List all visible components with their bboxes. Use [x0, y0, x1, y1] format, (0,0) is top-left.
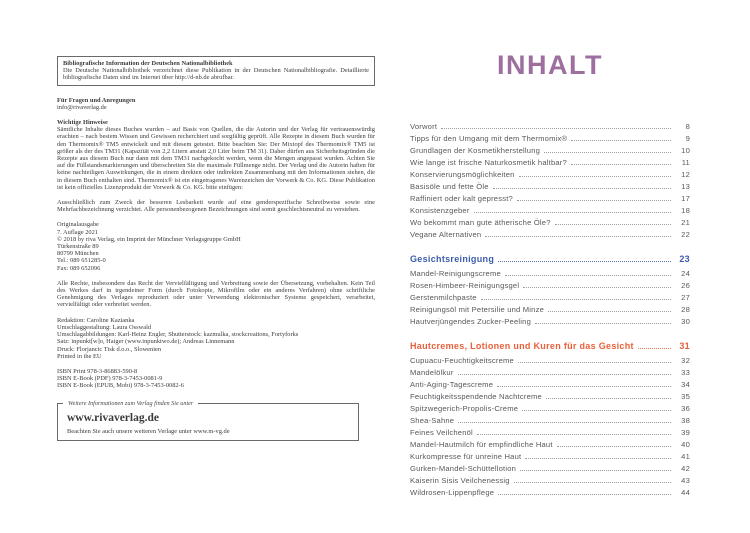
toc-entry-label: Grundlagen der Kosmetikherstellung	[410, 146, 541, 155]
toc-dotted-leader	[498, 261, 671, 262]
bibliographic-info-box	[57, 56, 375, 86]
toc-page-number: 30	[681, 317, 690, 326]
toc-page-number: 40	[681, 440, 690, 449]
toc-page-number: 12	[681, 170, 690, 179]
contact-block	[57, 97, 375, 111]
toc-section	[410, 250, 690, 326]
toc-entry-label: Kaiserin Sisis Veilchenessig	[410, 476, 510, 485]
toc-entry-row	[410, 389, 690, 401]
publisher-box	[57, 399, 359, 441]
toc-dotted-leader	[474, 212, 671, 213]
toc-page-number: 27	[681, 293, 690, 302]
toc-entry-label: Vegane Alternativen	[410, 230, 482, 239]
toc-page-number: 11	[681, 158, 690, 167]
text-line: Druck: Florjancic Tisk d.o.o., Slowenien	[57, 345, 162, 353]
toc-page-number: 42	[681, 464, 690, 473]
publisher-box-note: Weitere Informationen zum Verlag finden Sie unter	[63, 400, 198, 407]
toc-section-heading	[410, 337, 690, 351]
notes-heading: Wichtige Hinweise	[57, 119, 108, 127]
toc-entry-row	[410, 302, 690, 314]
toc-entry-label: Gesichtsreinigung	[410, 254, 495, 264]
text-line: ISBN E-Book (PDF) 978-3-7453-0081-9	[57, 375, 163, 383]
toc-entry-label: Cupuacu-Feuchtigkeitscreme	[410, 356, 514, 365]
toc-entry-label: Gerstenmilchpaste	[410, 293, 477, 302]
toc-entry-label: Feuchtigkeitsspendende Nachtcreme	[410, 392, 542, 401]
toc-entry-label: Wildrosen-Lippenpflege	[410, 488, 495, 497]
text-line: 7. Auflage 2021	[57, 228, 98, 236]
toc-dotted-leader	[548, 311, 671, 312]
toc-entry-row	[410, 437, 690, 449]
toc-entry-label: Hautcremes, Lotionen und Kuren für das Gesicht	[410, 341, 634, 351]
toc-entry-row	[410, 227, 690, 239]
toc-dotted-leader	[638, 348, 671, 349]
text-line: Originalausgabe	[57, 221, 99, 229]
toc-page-number: 36	[681, 404, 690, 413]
toc-dotted-leader	[535, 323, 671, 324]
toc-entry-row	[410, 143, 690, 155]
toc-entry-row	[410, 365, 690, 377]
toc-entry-label: Konservierungsmöglichkeiten	[410, 170, 515, 179]
toc-dotted-leader	[498, 494, 671, 495]
rights-paragraph: Alle Rechte, insbesondere das Recht der Vervielfältigung und Verbreitung sowie der Übersetzung, vorbehalten. Kein Teil des Werkes darf in irgendeiner Form (durch Fotokopie, Mikrofilm oder ein anderes Verfahren) ohne schriftliche Genehmigung des Verlages reproduziert oder unter Verwendung elektronischer Systeme gespeichert, verarbeitet, vervielfältigt oder verbreitet werden.	[57, 279, 375, 309]
toc-entry-row	[410, 413, 690, 425]
toc-dotted-leader	[517, 200, 671, 201]
toc-entry-label: Kurkompresse für unreine Haut	[410, 452, 522, 461]
publisher-url: www.rivaverlag.de	[67, 411, 159, 424]
toc-entry-row	[410, 314, 690, 326]
toc-entry-row	[410, 155, 690, 167]
toc-entry-row	[410, 461, 690, 473]
toc-entry-row	[410, 179, 690, 191]
toc-entry-row	[410, 377, 690, 389]
toc-section	[410, 337, 690, 497]
toc-dotted-leader	[523, 287, 671, 288]
text-line: Türkenstraße 89	[57, 243, 99, 251]
toc-entry-row	[410, 119, 690, 131]
toc-page-number: 10	[681, 146, 690, 155]
toc-entry-label: Gurken-Mandel-Schüttellotion	[410, 464, 517, 473]
toc-section-heading	[410, 250, 690, 264]
toc-entry-row	[410, 473, 690, 485]
toc-page-number: 22	[681, 230, 690, 239]
toc-dotted-leader	[485, 236, 671, 237]
toc-entry-label: Mandel-Reinigungscreme	[410, 269, 501, 278]
toc-page-number: 43	[681, 476, 690, 485]
toc-dotted-leader	[555, 224, 671, 225]
contact-heading: Für Fragen und Anregungen	[57, 96, 136, 104]
toc-page-number: 18	[681, 206, 690, 215]
toc-section	[410, 119, 690, 239]
toc-dotted-leader	[557, 446, 671, 447]
toc-dotted-leader	[522, 410, 671, 411]
toc-dotted-leader	[520, 470, 671, 471]
toc-title: INHALT	[497, 50, 603, 80]
text-line: Printed in the EU	[57, 352, 102, 360]
toc-entry-label: Wie lange ist frische Naturkosmetik haltbar?	[410, 158, 567, 167]
toc-dotted-leader	[571, 164, 671, 165]
toc-entry-row	[410, 191, 690, 203]
toc-dotted-leader	[519, 176, 671, 177]
toc-page-number: 24	[681, 269, 690, 278]
toc-entry-row	[410, 449, 690, 461]
toc-page-number: 44	[681, 488, 690, 497]
toc-page-number: 32	[681, 356, 690, 365]
important-notes-block	[57, 119, 375, 191]
publisher-sub-note: Beachten Sie auch unsere weiteren Verlage unter www.m-vg.de	[67, 427, 230, 435]
toc-entry-row	[410, 167, 690, 179]
toc-dotted-leader	[477, 434, 671, 435]
toc-page-number: 8	[685, 122, 690, 131]
toc-entry-label: Raffiniert oder kalt gepresst?	[410, 194, 513, 203]
text-line: Umschlaggestaltung: Laura Osswald	[57, 323, 152, 331]
toc-entry-row	[410, 131, 690, 143]
toc-entry-label: Shea-Sahne	[410, 416, 455, 425]
toc-entry-row	[410, 215, 690, 227]
toc-dotted-leader	[441, 128, 671, 129]
bib-box-title: Bibliografische Information der Deutschen Nationalbibliothek	[63, 60, 233, 67]
gender-note: Ausschließlich zum Zweck der besseren Lesbarkeit wurde auf eine genderspezifische Schreibweise sowie eine Mehrfachbezeichnung verzichtet. Alle personenbezogenen Bezeichnungen sind somit geschlechtsneutral zu verstehen.	[57, 199, 375, 214]
bib-box-body: Die Deutsche Nationalbibliothek verzeichnet diese Publikation in der Deutschen Nationalbibliografie. Detaillierte bibliografische Daten sind im Internet über http://d-nb.de abrufbar.	[63, 67, 369, 82]
toc-entry-label: Vorwort	[410, 122, 438, 131]
toc-page-number: 39	[681, 428, 690, 437]
toc-entry-row	[410, 290, 690, 302]
toc-dotted-leader	[458, 374, 671, 375]
toc-dotted-leader	[514, 482, 671, 483]
toc-page-number: 34	[681, 380, 690, 389]
toc-entry-label: Feines Veilchenöl	[410, 428, 473, 437]
toc-entry-label: Spitzwegerich-Propolis-Creme	[410, 404, 519, 413]
toc-dotted-leader	[505, 275, 671, 276]
toc-page-number: 33	[681, 368, 690, 377]
toc-entry-row	[410, 401, 690, 413]
toc-dotted-leader	[458, 422, 671, 423]
toc-page-number: 26	[681, 281, 690, 290]
credits-block	[57, 317, 375, 360]
toc-sections	[410, 119, 690, 497]
toc-entry-label: Basisöle und fette Öle	[410, 182, 489, 191]
toc-entry-label: Hautverjüngendes Zucker-Peeling	[410, 317, 532, 326]
toc-page-number: 28	[681, 305, 690, 314]
toc-page	[410, 52, 690, 497]
toc-page-number: 13	[681, 182, 690, 191]
text-line: Umschlagabbildungen: Karl-Heinz Engler, Shutterstock: kazmulka, stockcreations, Fortyforks	[57, 331, 299, 339]
isbn-block	[57, 368, 375, 390]
text-line: 80799 München	[57, 250, 99, 258]
text-line: ISBN E-Book (EPUB, Mobi) 978-3-7453-0082-6	[57, 382, 184, 390]
toc-page-number: 31	[679, 341, 690, 351]
toc-page-number: 21	[681, 218, 690, 227]
text-line: Redaktion: Caroline Kazianka	[57, 316, 135, 324]
toc-entry-row	[410, 425, 690, 437]
toc-entry-label: Mandelölkur	[410, 368, 454, 377]
toc-entry-label: Anti-Aging-Tagescreme	[410, 380, 494, 389]
text-line: Tel.: 089 651285-0	[57, 257, 106, 265]
toc-entry-row	[410, 278, 690, 290]
toc-page-number: 35	[681, 392, 690, 401]
toc-entry-label: Rosen-Himbeer-Reinigungsgel	[410, 281, 520, 290]
toc-dotted-leader	[518, 362, 671, 363]
toc-entry-row	[410, 485, 690, 497]
toc-page-number: 38	[681, 416, 690, 425]
toc-dotted-leader	[481, 299, 671, 300]
toc-entry-row	[410, 266, 690, 278]
text-line: Fax: 089 652096	[57, 264, 101, 272]
toc-dotted-leader	[544, 152, 671, 153]
toc-entry-label: Reinigungsöl mit Petersilie und Minze	[410, 305, 545, 314]
text-line: © 2018 by riva Verlag, ein Imprint der Münchner Verlagsgruppe GmbH	[57, 235, 241, 243]
toc-dotted-leader	[493, 188, 671, 189]
toc-entry-label: Tipps für den Umgang mit dem Thermomix®	[410, 134, 568, 143]
toc-entry-label: Wo bekommt man gute ätherische Öle?	[410, 218, 551, 227]
text-line: ISBN Print 978-3-86883-590-8	[57, 367, 138, 375]
toc-entry-label: Konsistenzgeber	[410, 206, 470, 215]
notes-body: Sämtliche Inhalte dieses Buches wurden – auf Basis von Quellen, die die Autorin und der Verlag für vertrauenswürdig erachten – nach bestem Wissen und Gewissen recherchiert und sorgfältig geprüft. Alle Rezepte in diesem Buch wurden für den Thermomix® TM5 entwickelt und mit diesem getestet. Bitte beachten Sie: Der Mixtopf des Thermomix® TM5 ist größer als der des TM31 (Kapazität von 2,2 Litern anstatt 2,0 Liter beim TM 31). Daher dürfen aus Sicherheitsgründen die Rezepte aus diesem Buch nur dann mit dem TM31 nachgekocht werden, wenn die Mengen angepasst wurden. Achten Sie auf die Füllstandsmarkierungen und überschreiten Sie die maximale Füllmenge nicht. Der Verlag und die Autorin haften für keine nachteiligen Auswirkungen, die in einem direkten oder indirekten Zusammenhang mit den Informationen stehen, die in diesem Buch enthalten sind. Thermomix® ist ein eingetragenes Warenzeichen der Vorwerk & Co. KG. Diese Publikation ist kein offizielles Lizenzprodukt der Vorwerk & Co. KG. bitte einfügen:	[57, 126, 375, 191]
toc-dotted-leader	[546, 398, 671, 399]
toc-dotted-leader	[525, 458, 671, 459]
toc-page-number: 9	[685, 134, 690, 143]
imprint-page	[57, 56, 375, 441]
contact-email: info@rivaverlag.de	[57, 103, 107, 111]
toc-dotted-leader	[571, 140, 671, 141]
toc-page-number: 23	[679, 254, 690, 264]
toc-entry-row	[410, 353, 690, 365]
toc-dotted-leader	[497, 386, 671, 387]
edition-block	[57, 221, 375, 271]
toc-entry-row	[410, 203, 690, 215]
toc-entry-label: Mandel-Hautmilch für empfindliche Haut	[410, 440, 553, 449]
toc-page-number: 17	[681, 194, 690, 203]
toc-page-number: 41	[681, 452, 690, 461]
text-line: Satz: inpunkt[w]o, Haiger (www.inpunktwo.de); Andreas Linnemann	[57, 338, 235, 346]
